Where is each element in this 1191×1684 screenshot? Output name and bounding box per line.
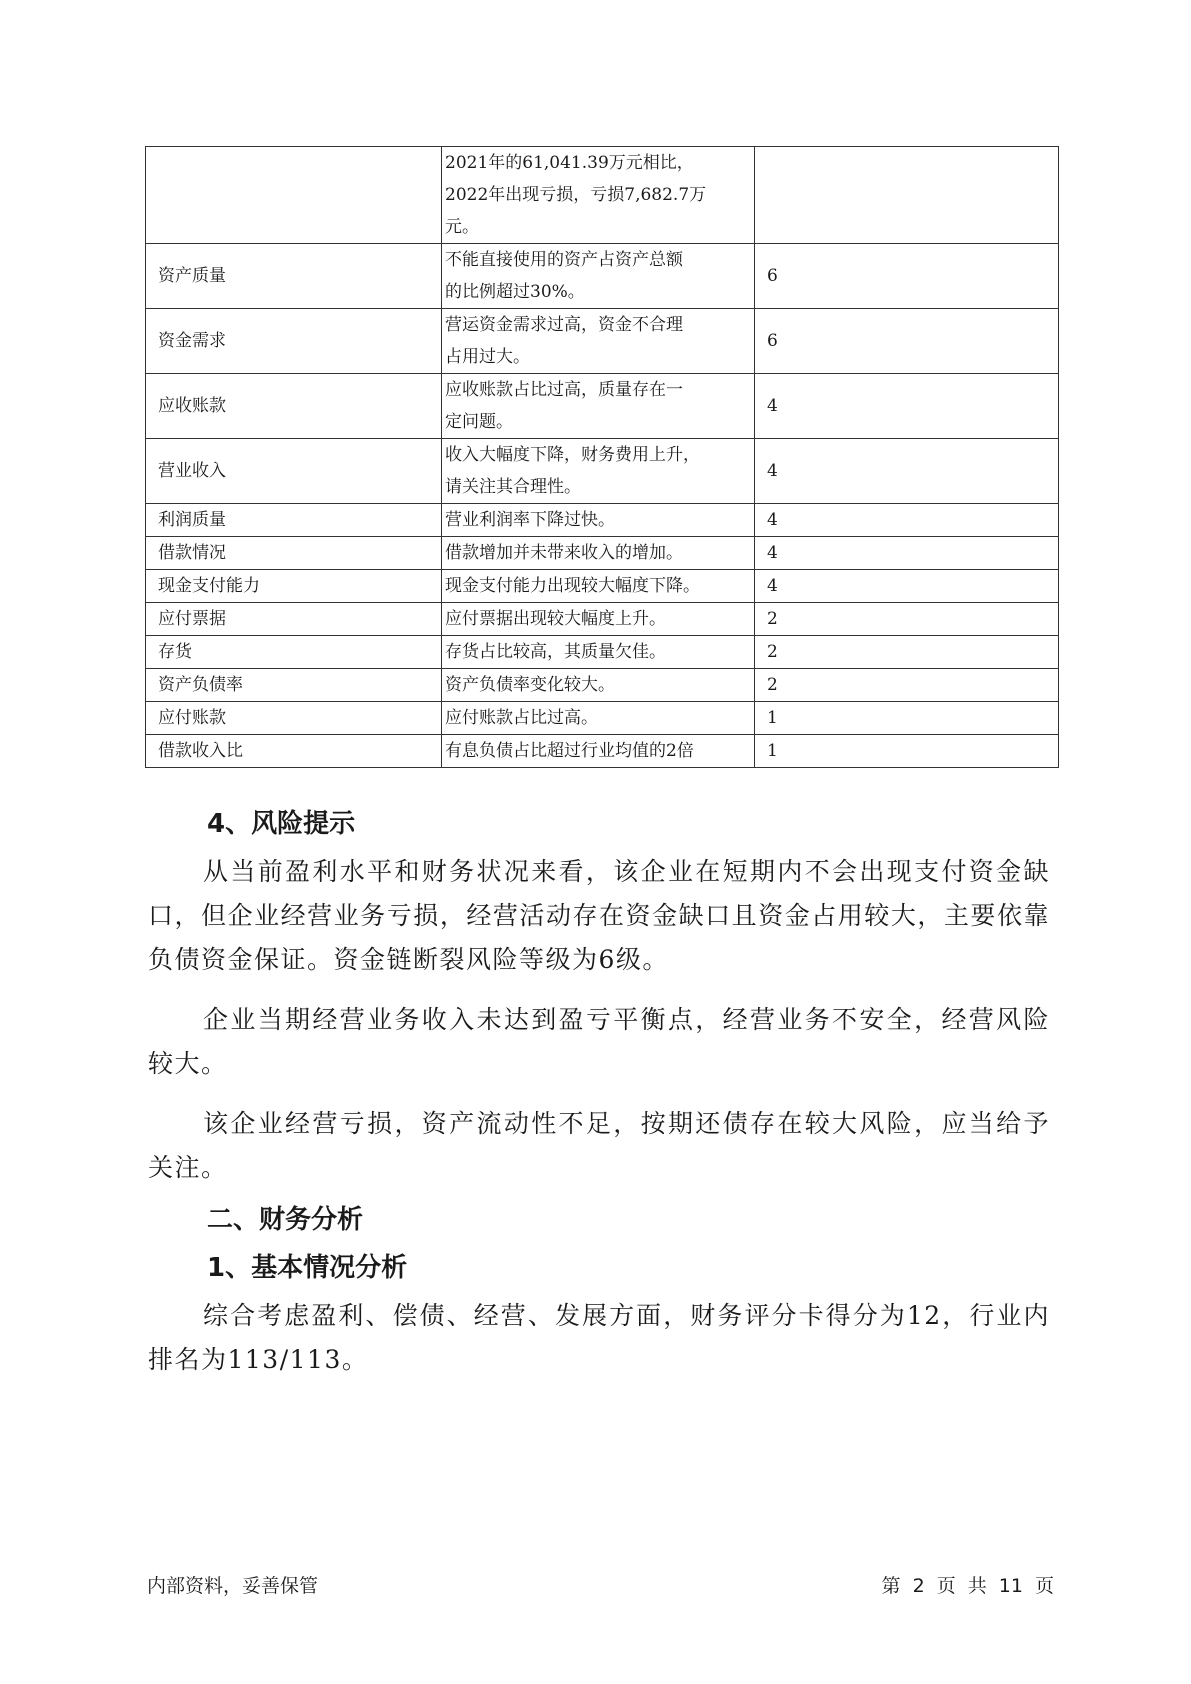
risk-section-heading: 4、风险提示 xyxy=(207,809,356,839)
description-line: 现金支付能力出现较大幅度下降。 xyxy=(445,576,700,596)
risk-description-cell xyxy=(442,147,755,244)
description-line: 资产负债率变化较大。 xyxy=(445,675,615,695)
description-line: 请关注其合理性。 xyxy=(445,477,581,497)
risk-score-cell: 4 xyxy=(755,570,1059,603)
description-line: 营业利润率下降过快。 xyxy=(445,510,615,530)
risk-paragraph-1: 从当前盈利水平和财务状况来看，该企业在短期内不会出现支付资金缺口，但企业经营业务亏损，经营活动存在资金缺口且资金占用较大，主要依靠负债资金保证。资金链断裂风险等级为6级。 xyxy=(148,857,1050,974)
table-row xyxy=(146,636,1059,669)
description-line: 有息负债占比超过行业均值的2倍 xyxy=(445,741,694,761)
risk-description-cell xyxy=(442,636,755,669)
table-row xyxy=(146,570,1059,603)
risk-item-cell: 应付账款 xyxy=(146,702,442,735)
description-line: 2021年的61,041.39万元相比， xyxy=(445,153,694,173)
risk-score-cell: 2 xyxy=(755,636,1059,669)
risk-item-cell: 资产质量 xyxy=(146,244,442,309)
description-line: 应付票据出现较大幅度上升。 xyxy=(445,609,666,629)
risk-item-cell: 营业收入 xyxy=(146,439,442,504)
table-row xyxy=(146,439,1059,504)
finance-section-heading: 二、财务分析 xyxy=(207,1205,364,1235)
risk-description-cell xyxy=(442,374,755,439)
table-row xyxy=(146,702,1059,735)
description-line: 应收账款占比过高，质量存在一 xyxy=(445,380,683,400)
table-row xyxy=(146,603,1059,636)
table-row xyxy=(146,147,1059,244)
risk-factor-table xyxy=(145,146,1059,768)
basic-analysis-paragraph: 综合考虑盈利、偿债、经营、发展方面，财务评分卡得分为12，行业内排名为113/113。 xyxy=(148,1301,1050,1374)
description-line: 不能直接使用的资产占资产总额 xyxy=(445,250,683,270)
risk-score-cell: 4 xyxy=(755,504,1059,537)
risk-item-cell xyxy=(146,147,442,244)
description-line: 借款增加并未带来收入的增加。 xyxy=(445,543,683,563)
main-content xyxy=(148,800,1050,1382)
risk-score-cell: 1 xyxy=(755,735,1059,768)
risk-item-cell: 利润质量 xyxy=(146,504,442,537)
basic-analysis-heading: 1、基本情况分析 xyxy=(207,1253,408,1283)
risk-description-cell xyxy=(442,244,755,309)
risk-paragraph-3: 该企业经营亏损，资产流动性不足，按期还债存在较大风险，应当给予关注。 xyxy=(148,1109,1050,1182)
description-line: 的比例超过30%。 xyxy=(445,282,585,302)
risk-description-cell xyxy=(442,309,755,374)
description-line: 占用过大。 xyxy=(445,347,530,367)
risk-description-cell xyxy=(442,669,755,702)
risk-score-cell: 4 xyxy=(755,537,1059,570)
risk-item-cell: 应付票据 xyxy=(146,603,442,636)
risk-item-cell: 现金支付能力 xyxy=(146,570,442,603)
risk-description-cell xyxy=(442,702,755,735)
risk-item-cell: 应收账款 xyxy=(146,374,442,439)
footer-page-number: 第 2 页 共 11 页 xyxy=(881,1575,1054,1597)
table-row xyxy=(146,537,1059,570)
risk-paragraph-2: 企业当期经营业务收入未达到盈亏平衡点，经营业务不安全，经营风险较大。 xyxy=(148,1005,1050,1078)
risk-score-cell: 4 xyxy=(755,374,1059,439)
risk-description-cell xyxy=(442,735,755,768)
risk-score-cell: 6 xyxy=(755,244,1059,309)
risk-score-cell: 1 xyxy=(755,702,1059,735)
risk-description-cell xyxy=(442,439,755,504)
risk-description-cell xyxy=(442,504,755,537)
risk-description-cell xyxy=(442,570,755,603)
risk-score-cell: 6 xyxy=(755,309,1059,374)
table-row xyxy=(146,504,1059,537)
risk-item-cell: 资产负债率 xyxy=(146,669,442,702)
footer-confidential-note: 内部资料，妥善保管 xyxy=(147,1575,319,1597)
risk-score-cell: 4 xyxy=(755,439,1059,504)
risk-score-cell: 2 xyxy=(755,669,1059,702)
risk-item-cell: 借款情况 xyxy=(146,537,442,570)
description-line: 2022年出现亏损，亏损7,682.7万 xyxy=(445,185,707,205)
table-row xyxy=(146,374,1059,439)
table-row xyxy=(146,244,1059,309)
risk-item-cell: 借款收入比 xyxy=(146,735,442,768)
description-line: 收入大幅度下降，财务费用上升， xyxy=(445,445,700,465)
risk-item-cell: 资金需求 xyxy=(146,309,442,374)
risk-score-cell: 2 xyxy=(755,603,1059,636)
description-line: 元。 xyxy=(445,217,479,237)
table-row xyxy=(146,735,1059,768)
risk-score-cell xyxy=(755,147,1059,244)
risk-description-cell xyxy=(442,603,755,636)
table-row xyxy=(146,669,1059,702)
risk-item-cell: 存货 xyxy=(146,636,442,669)
description-line: 定问题。 xyxy=(445,412,513,432)
description-line: 营运资金需求过高，资金不合理 xyxy=(445,315,683,335)
description-line: 存货占比较高，其质量欠佳。 xyxy=(445,642,666,662)
description-line: 应付账款占比过高。 xyxy=(445,708,598,728)
table-row xyxy=(146,309,1059,374)
risk-description-cell xyxy=(442,537,755,570)
